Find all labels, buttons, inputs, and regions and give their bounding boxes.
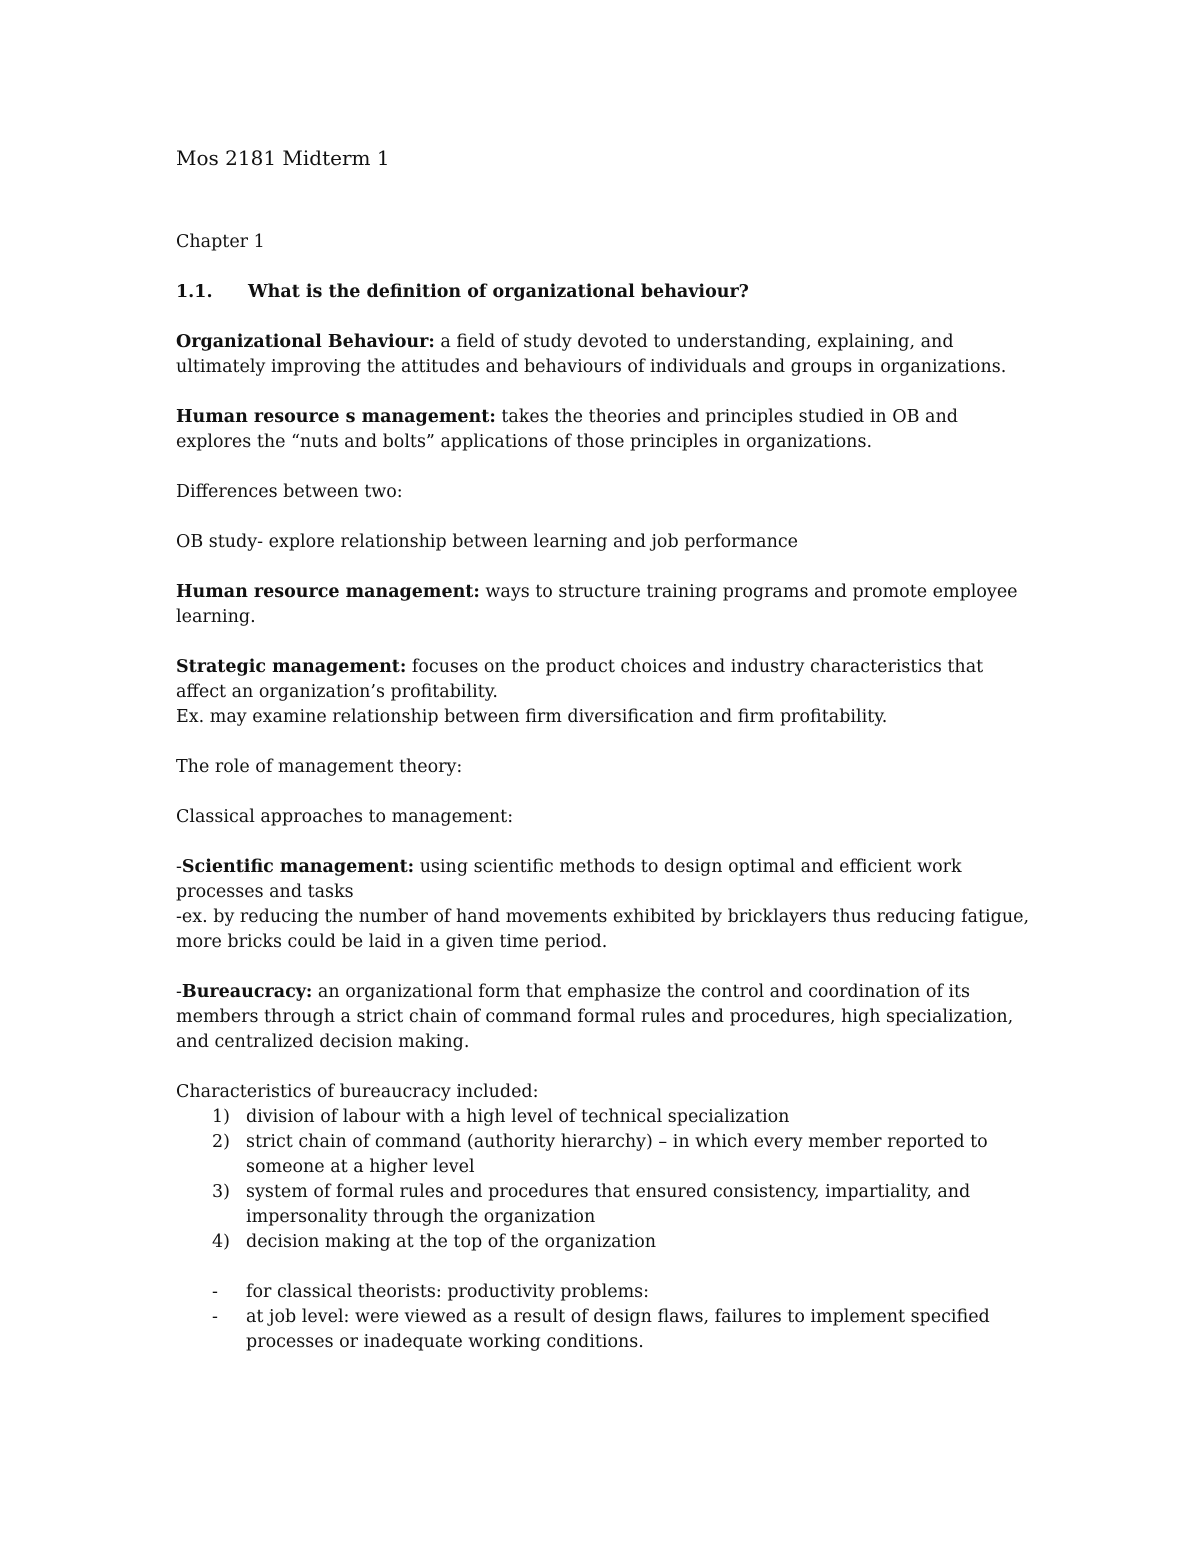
list-item	[176, 1180, 1036, 1230]
ob-text: a field of study devoted to understanding, explaining, and ultimately improving the attitudes and behaviours of individuals and groups in organizations.	[176, 332, 1007, 377]
scientific-text: using scientific methods to design optimal and efficient work processes and tasks	[176, 857, 962, 902]
section-heading	[176, 280, 1036, 305]
list-item-text: at job level: were viewed as a result of design flaws, failures to implement specified processes or inadequate working conditions.	[246, 1307, 990, 1352]
characteristics-list	[176, 1105, 1036, 1255]
chapter-heading: Chapter 1	[176, 232, 265, 252]
list-item	[176, 1305, 1036, 1355]
bureaucracy-prefix: -	[176, 982, 182, 1002]
ob-term: Organizational Behaviour:	[176, 332, 435, 352]
list-marker: -	[212, 1282, 218, 1302]
list-item	[176, 1105, 1036, 1130]
list-item-text: decision making at the top of the organization	[246, 1232, 657, 1252]
list-item	[176, 1130, 1036, 1180]
list-marker: 3)	[212, 1182, 230, 1202]
list-marker: 1)	[212, 1107, 230, 1127]
list-item-text: strict chain of command (authority hierarchy) – in which every member reported to someone at a higher level	[246, 1132, 988, 1177]
hrm-example-term: Human resource management:	[176, 582, 480, 602]
scientific-term: Scientific management:	[181, 857, 415, 877]
classical-heading: Classical approaches to management:	[176, 807, 514, 827]
strategic-text: focuses on the product choices and industry characteristics that affect an organization’s profitability.	[176, 657, 984, 702]
bureaucracy-text: an organizational form that emphasize the control and coordination of its members through a strict chain of command formal rules and procedures, high specialization, and centralized decision making.	[176, 982, 1014, 1052]
list-item	[176, 1230, 1036, 1255]
section-title: What is the definition of organizational behaviour?	[248, 282, 749, 302]
role-heading: The role of management theory:	[176, 757, 463, 777]
list-item-text: system of formal rules and procedures that ensured consistency, impartiality, and impersonality through the organization	[246, 1182, 971, 1227]
list-marker: 2)	[212, 1132, 230, 1152]
strategic-example: Ex. may examine relationship between firm diversification and firm profitability.	[176, 707, 888, 727]
list-marker: -	[212, 1307, 218, 1327]
differences-heading: Differences between two:	[176, 482, 403, 502]
bureaucracy-term: Bureaucracy:	[181, 982, 313, 1002]
scientific-example: -ex. by reducing the number of hand movements exhibited by bricklayers thus reducing fatigue, more bricks could be laid in a given time period.	[176, 907, 1030, 952]
list-marker: 4)	[212, 1232, 230, 1252]
document-title: Mos 2181 Midterm 1	[176, 146, 390, 170]
list-item-text: division of labour with a high level of technical specialization	[246, 1107, 790, 1127]
section-number: 1.1.	[176, 282, 213, 302]
scientific-prefix: -	[176, 857, 182, 877]
hrm-example-text: ways to structure training programs and promote employee learning.	[176, 582, 1018, 627]
strategic-definition	[176, 655, 1036, 705]
bureaucracy-definition	[176, 980, 1036, 1055]
ob-definition	[176, 330, 1036, 380]
classical-theorists-list	[176, 1280, 1036, 1355]
ob-study-line: OB study- explore relationship between learning and job performance	[176, 532, 798, 552]
characteristics-heading: Characteristics of bureaucracy included:	[176, 1082, 539, 1102]
hrm-example	[176, 580, 1036, 630]
strategic-term: Strategic management:	[176, 657, 407, 677]
document-body	[176, 144, 1036, 1355]
hrm-term: Human resource s management:	[176, 407, 496, 427]
list-item-text: for classical theorists: productivity problems:	[246, 1282, 650, 1302]
hrm-text: takes the theories and principles studied in OB and explores the “nuts and bolts” applications of those principles in organizations.	[176, 407, 958, 452]
list-item	[176, 1280, 1036, 1305]
scientific-definition	[176, 855, 1036, 905]
hrm-definition	[176, 405, 1036, 455]
